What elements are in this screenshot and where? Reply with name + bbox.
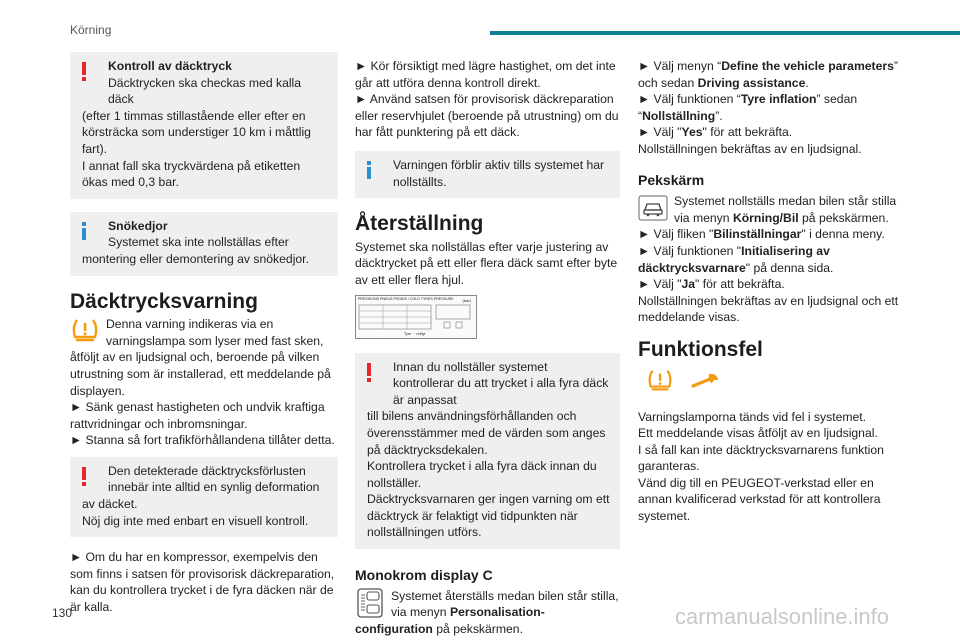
note-text: Däcktrycken ska checkas med kalla däck [108, 75, 302, 107]
note-text: Innan du nollställer systemet kontrollerar du att trycket i alla fyra däck är anpassat [393, 359, 609, 407]
note-text: (efter 1 timmas stillastående eller efter en körsträcka som understiger 10 km i måttlig fart). [82, 108, 311, 156]
warning-active-note [355, 151, 620, 198]
paragraph: ► Om du har en kompressor, exempelvis den som finns i satsen för provisorisk däckreparation, kan du kontrollera trycket i de fyra däcken när de är kalla. [70, 550, 335, 615]
paragraph: Varningslamporna tänds vid fel i systemet. [638, 409, 867, 424]
paragraph: Vänd dig till en PEUGEOT-verkstad eller en annan kvalificerad verkstad för att kontrollera systemet. [638, 475, 881, 524]
header-title: Körning [70, 23, 112, 37]
note-title: Snökedjor [108, 218, 168, 233]
malfunction-icons [638, 371, 906, 397]
section-heading: Återställning [355, 212, 484, 236]
paragraph: Systemet nollställs medan bilen står stilla via menyn Körning/Bil på pekskärmen. [674, 194, 897, 225]
page-number: 130 [52, 606, 73, 620]
paragraph: Nollställningen bekräftas av en ljudsignal och ett meddelande visas. [638, 293, 899, 325]
paragraph: Nollställningen bekräftas av en ljudsignal. [638, 141, 862, 156]
exclamation-icon [82, 62, 86, 80]
note-text: Nöj dig inte med enbart en visuell kontroll. [82, 513, 309, 528]
subsection-heading: Pekskärm [638, 171, 705, 188]
note-text: montering eller demontering av snökedjor. [82, 251, 309, 266]
paragraph: via menyn Personalisation-configuration på pekskärmen. [355, 605, 545, 636]
tyre-pressure-warning-icon [646, 368, 674, 399]
note-text: Systemet ska inte nollställas efter [108, 235, 289, 250]
note-text: till bilens användningsförhållanden och överensstämmer med de värden som anges på däcktrycksdekalen. [367, 409, 606, 457]
subsection-heading: Monokrom display C [355, 567, 493, 584]
note-title: Kontroll av däcktryck [108, 59, 232, 73]
paragraph: ► Använd satsen för provisorisk däckreparation eller reservhjulet (beroende på utrustning) om du har fått punktering på ett däck. [355, 92, 619, 140]
header-accent-bar [490, 31, 960, 35]
paragraph: ► Välj fliken "Bilinställningar" i denna meny. [638, 227, 885, 242]
car-icon [638, 193, 668, 223]
paragraph: I så fall kan inte däcktrycksvarnarens funktion garanteras. [638, 442, 884, 474]
note-text: av däcket. [82, 497, 138, 512]
note-text: Varningen förblir aktiv tills systemet har nollställts. [393, 157, 605, 189]
column-3 [638, 58, 906, 525]
gb-display-icon [355, 588, 385, 618]
paragraph: Ett meddelande visas åtföljt av en ljudsignal. [638, 426, 878, 441]
paragraph: ► Välj menyn “Define the vehicle parameters” och sedan Driving assistance. [638, 59, 898, 90]
note-text: I annat fall ska tryckvärdena på etiketten ökas med 0,3 bar. [82, 158, 301, 190]
exclamation-icon [82, 467, 86, 485]
paragraph: åtföljt av en ljudsignal och, beroende på vilken utrustning som är installerad, ett meddelande på displayen. [70, 350, 331, 398]
deformation-note [70, 457, 338, 537]
column-2 [355, 58, 620, 637]
paragraph: ► Sänk genast hastigheten och undvik kraftiga rattvridningar och inbromsningar. [70, 400, 325, 431]
paragraph: ► Välj "Ja" för att bekräfta. [638, 277, 785, 292]
paragraph: Systemet ska nollställas efter varje justering av däcktrycket på ett eller flera däck samt efter byte av ett eller flera hjul. [355, 239, 618, 287]
tyre-pressure-label-image [355, 295, 477, 339]
paragraph: ► Välj funktionen “Tyre inflation” sedan “Nollställning”. [638, 92, 858, 123]
info-icon [82, 222, 86, 240]
label-footer: Tyre · · ref/tyr [404, 331, 426, 336]
snow-chains-note [70, 212, 338, 276]
reset-check-note [355, 353, 620, 550]
note-text: Däcktrycksvarnaren ger ingen varning om ett däcktryck är felaktigt vid tidpunkten när nollställningen utförs. [367, 492, 610, 540]
section-heading: Funktionsfel [638, 337, 763, 361]
info-icon [367, 161, 371, 179]
paragraph: Systemet återställs medan bilen står stilla, [391, 588, 619, 603]
tyre-check-note [70, 52, 338, 199]
column-1 [70, 52, 338, 616]
paragraph: ► Välj "Yes" för att bekräfta. [638, 125, 793, 140]
note-text: Den detekterade däcktrycksförlusten innebär inte alltid en synlig deformation [108, 463, 320, 495]
note-text: Kontrollera trycket i alla fyra däck innan du nollställer. [367, 459, 597, 490]
label-grid [356, 303, 474, 331]
paragraph: ► Välj funktionen "Initialisering av däcktrycksvarnare" på denna sida. [638, 243, 834, 275]
section-heading: Däcktrycksvarning [70, 289, 258, 313]
watermark: carmanualsonline.info [675, 604, 890, 629]
paragraph: ► Stanna så fort trafikförhållandena tillåter detta. [70, 433, 335, 448]
paragraph: ► Kör försiktigt med lägre hastighet, om det inte går att utföra denna kontroll direkt. [355, 59, 616, 90]
label-header: PRESSIONS PNEUS FROIDS / COLD TYRES PRESSURE [358, 296, 454, 301]
label-code: (bar) [462, 297, 471, 303]
wrench-icon [690, 371, 720, 396]
tyre-pressure-warning-icon [70, 316, 100, 346]
exclamation-icon [367, 363, 371, 381]
paragraph: Denna varning indikeras via en varningslampa som lyser med fast sken, [106, 317, 324, 348]
